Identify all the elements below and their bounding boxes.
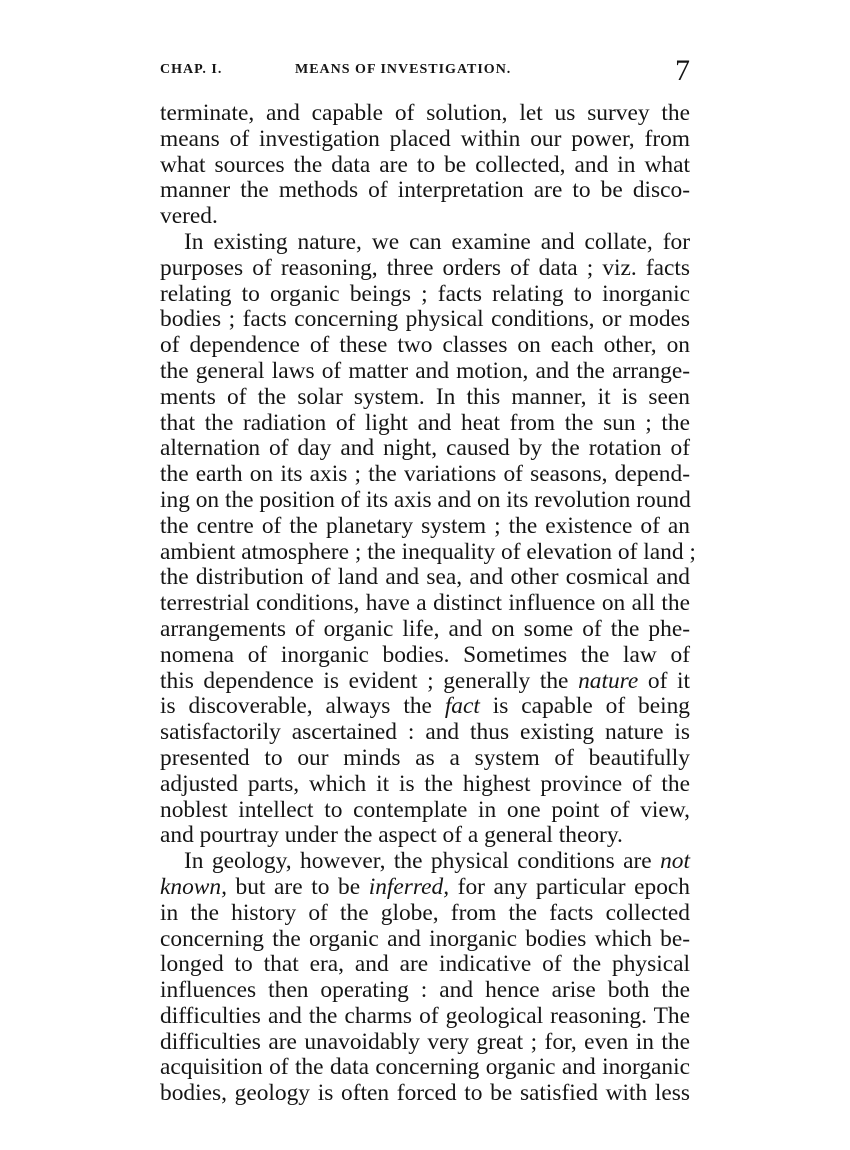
- page-number: 7: [675, 54, 690, 87]
- text-line: ing on the position of its axis and on its revolution round: [160, 486, 691, 513]
- text-line: concerning the organic and inorganic bodies which be-: [160, 925, 690, 952]
- text-line: acquisition of the data concerning organic and inorganic: [160, 1054, 690, 1081]
- text-line: the earth on its axis ; the variations of seasons, depend-: [160, 461, 690, 488]
- text-line: alternation of day and night, caused by the rotation of: [160, 435, 690, 462]
- text-line: known, but are to be inferred, for any particular epoch: [160, 873, 690, 900]
- text-line: bodies ; facts concerning physical conditions, or modes: [160, 306, 690, 333]
- text-line: ambient atmosphere ; the inequality of elevation of land ;: [160, 538, 696, 565]
- text-line: and pourtray under the aspect of a general theory.: [160, 822, 623, 849]
- text-line: in the history of the globe, from the facts collected: [160, 899, 690, 926]
- text-line: adjusted parts, which it is the highest province of the: [160, 770, 690, 797]
- text-line: is discoverable, always the fact is capable of being: [160, 693, 690, 720]
- text-line: difficulties are unavoidably very great ; for, even in the: [160, 1028, 690, 1055]
- text-line: noblest intellect to contemplate in one point of view,: [160, 796, 690, 823]
- running-title: MEANS OF INVESTIGATION.: [295, 62, 512, 77]
- text-line: influences then operating : and hence arise both the: [160, 977, 690, 1004]
- running-header: [160, 54, 690, 92]
- text-line: terrestrial conditions, have a distinct influence on all the: [160, 590, 690, 617]
- text-line: difficulties and the charms of geological reasoning. The: [160, 1002, 690, 1029]
- text-line: nomena of inorganic bodies. Sometimes the law of: [160, 641, 690, 668]
- chapter-label: CHAP. I.: [160, 62, 223, 77]
- text-line: satisfactorily ascertained : and thus existing nature is: [160, 719, 690, 746]
- text-line: of dependence of these two classes on each other, on: [160, 332, 690, 359]
- body-text: [160, 100, 696, 1107]
- text-line: the distribution of land and sea, and other cosmical and: [160, 564, 690, 591]
- text-line: ments of the solar system. In this manner, it is seen: [160, 383, 690, 410]
- text-line: In geology, however, the physical conditions are not: [184, 848, 690, 875]
- text-line: In existing nature, we can examine and collate, for: [184, 228, 690, 255]
- text-line: longed to that era, and are indicative of the physical: [160, 951, 690, 978]
- text-line: vered.: [160, 203, 218, 230]
- text-line: manner the methods of interpretation are to be disco-: [160, 177, 690, 204]
- text-line: this dependence is evident ; generally the nature of it: [160, 667, 691, 694]
- text-line: purposes of reasoning, three orders of data ; viz. facts: [160, 254, 690, 281]
- text-line: the centre of the planetary system ; the existence of an: [160, 512, 690, 539]
- text-line: that the radiation of light and heat from the sun ; the: [160, 409, 690, 436]
- text-line: the general laws of matter and motion, and the arrange-: [160, 357, 690, 384]
- text-line: presented to our minds as a system of beautifully: [160, 744, 690, 771]
- text-line: bodies, geology is often forced to be satisfied with less: [160, 1080, 690, 1107]
- text-line: means of investigation placed within our power, from: [160, 125, 690, 152]
- text-line: what sources the data are to be collected, and in what: [160, 151, 690, 178]
- text-line: terminate, and capable of solution, let us survey the: [160, 100, 690, 126]
- text-line: arrangements of organic life, and on some of the phe-: [160, 615, 690, 642]
- text-line: relating to organic beings ; facts relating to inorganic: [160, 280, 690, 307]
